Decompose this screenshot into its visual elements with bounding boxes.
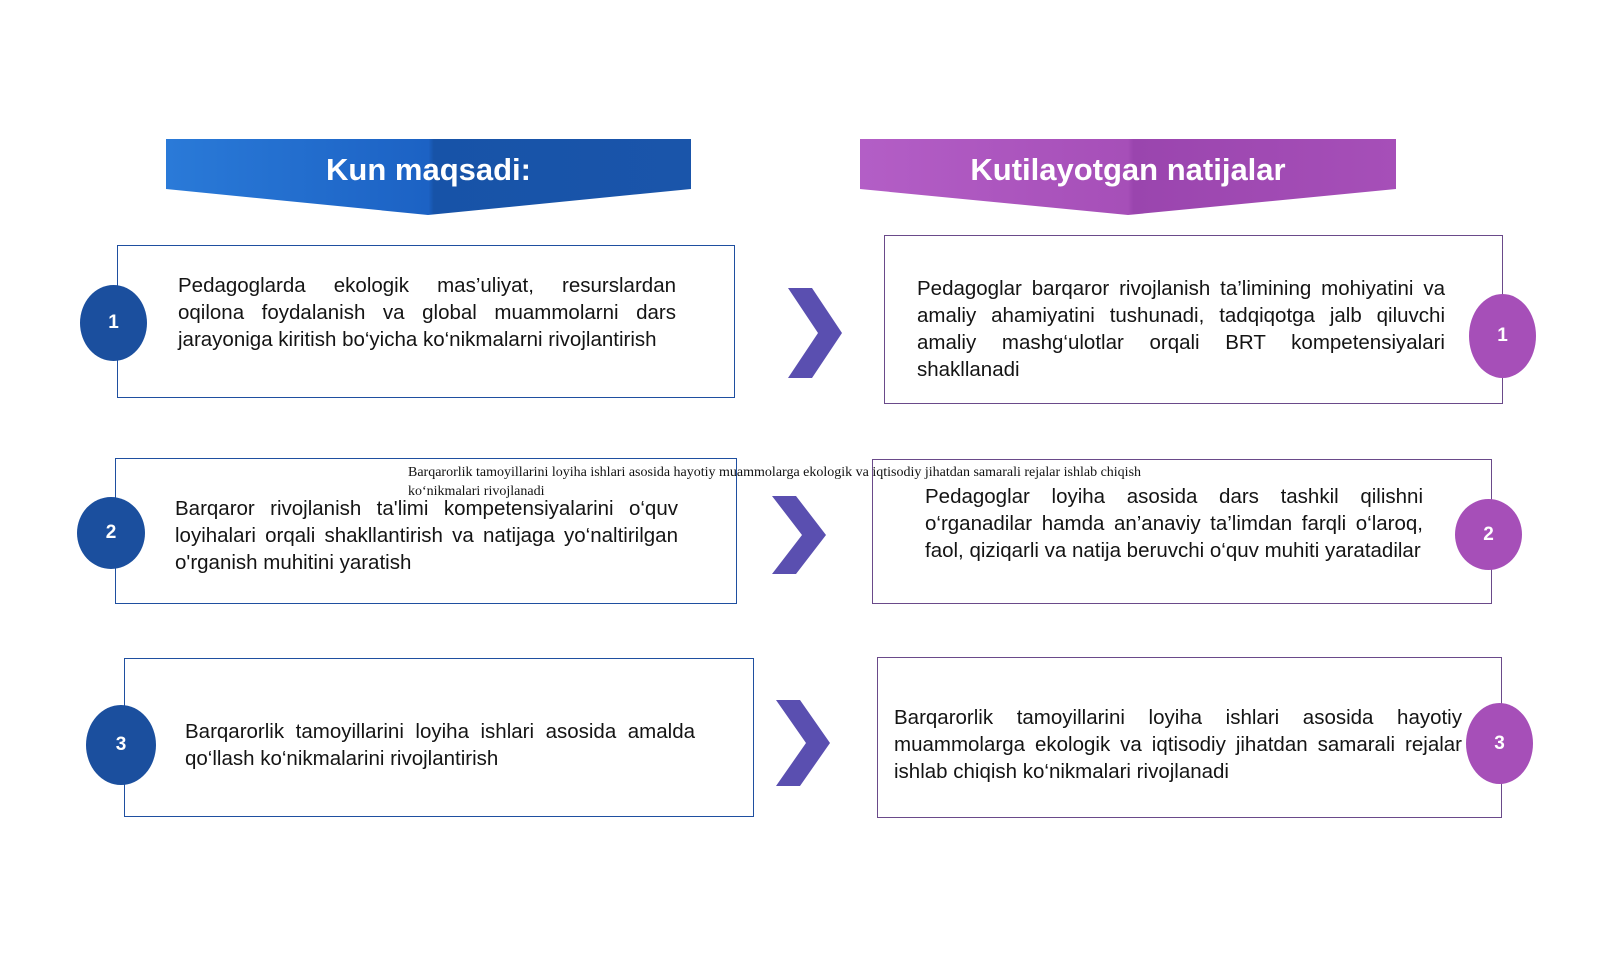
result-text-3: Barqarorlik tamoyillarini loyiha ishlari asosida hayotiy muammolarga ekologik va iqtisodiy jihatdan samarali rejalar ishlab chiqish ko‘nikmalari rivojlanadi	[894, 706, 1462, 783]
goals-header-banner	[166, 139, 691, 215]
goal-number-2: 2	[105, 522, 117, 543]
overlay-text: Barqarorlik tamoyillarini loyiha ishlari asosida hayotiy muammolarga ekologik va iqtisodiy jihatdan samarali rejalar ishlab chiqish ko‘nikmalari rivojlanadi	[408, 465, 1142, 499]
results-header-title: Kutilayotgan natijalar	[970, 152, 1286, 187]
result-badge-1	[1469, 294, 1536, 378]
chevron-right-icon	[776, 700, 830, 786]
results-header-banner	[860, 139, 1396, 215]
goal-number-1: 1	[108, 312, 119, 333]
goals-header-title: Kun maqsadi:	[326, 152, 531, 187]
goal-card-1	[117, 245, 735, 398]
result-badge-3	[1466, 703, 1533, 784]
result-badge-2	[1455, 499, 1522, 570]
result-text-2: Pedagoglar loyiha asosida dars tashkil qilishni o‘rganadilar hamda an’anaviy ta’limdan farqli o‘laroq, faol, qiziqarli va natija beruvchi o‘quv muhiti yaratadilar	[925, 485, 1423, 562]
goal-card-3	[124, 658, 754, 817]
result-text-1: Pedagoglar barqaror rivojlanish ta’limining mohiyatini va amaliy ahamiyatini tushunadi, tadqiqotga jalb qiluvchi amaliy mashg‘ulotlar orqali BRT kompetensiyalari shakllanadi	[917, 277, 1445, 381]
chevron-right-icon	[788, 288, 842, 378]
result-card-3	[877, 657, 1502, 818]
goal-number-3: 3	[115, 734, 127, 755]
goal-badge-2	[77, 497, 145, 569]
result-number-2: 2	[1483, 523, 1494, 545]
result-number-3: 3	[1494, 732, 1505, 754]
goal-text-3: Barqarorlik tamoyillarini loyiha ishlari asosida amalda qo‘llash ko‘nikmalarini rivojlantirish	[185, 720, 695, 770]
chevron-right-icon	[772, 496, 826, 574]
goal-text-1: Pedagoglarda ekologik mas’uliyat, resurslardan oqilona foydalanish va global muammolarni dars jarayoniga kiritish bo‘yicha ko‘nikmalarni rivojlantirish	[178, 274, 676, 351]
result-number-1: 1	[1497, 325, 1508, 346]
goal-badge-3	[86, 705, 156, 785]
result-card-1	[884, 235, 1503, 404]
goal-badge-1	[80, 285, 147, 361]
goal-text-2: Barqaror rivojlanish ta'limi kompetensiyalarini o‘quv loyihalari orqali shakllantirish va natijaga yo‘naltirilgan o'rganish muhitini yaratish	[175, 497, 678, 574]
